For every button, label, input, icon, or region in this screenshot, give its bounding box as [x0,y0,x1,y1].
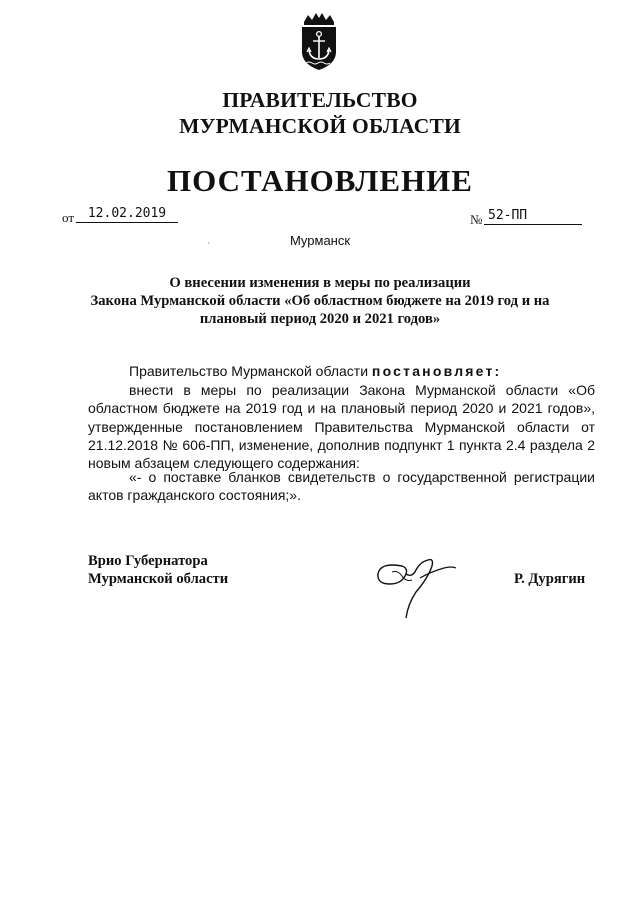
document-title-line3: плановый период 2020 и 2021 годов» [199,311,441,327]
signatory-position-line1: Врио Губернатора [88,553,208,569]
signatory-name: Р. Дурягин [514,571,586,587]
date-prefix: от [62,210,75,225]
document-number: 52-ПП [484,207,582,225]
document-type-heading: ПОСТАНОВЛЕНИЕ [167,163,473,198]
city-name: Мурманск [289,233,351,248]
amendment-text: «- о поставке бланков свидетельств о государственной регистрации актов гражданского состояния;». [88,469,595,504]
resolution-paragraph-1 [88,381,595,472]
resolves-keyword: постановляет: [371,363,502,379]
signatory-position-line2: Мурманской области [88,571,229,587]
document-title-line2: Закона Мурманской области «Об областном бюджете на 2019 год и на [90,293,550,309]
authority-name-line1: ПРАВИТЕЛЬСТВО [222,88,418,112]
coat-of-arms-icon [296,12,342,72]
resolution-preamble [88,362,595,380]
resolution-text: внести в меры по реализации Закона Мурманской области «Об областном бюджете на 2019 год и на плановый период 2020 и 2021 годов», утвержденные постановлением Правительства Мурманской области от 21.12.2018 № 606-ПП, изменение, дополнив подпункт 1 пункта 2.4 раздела 2 новым абзацем следующего содержания: [88,382,595,472]
authority-name-line2: МУРМАНСКОЙ ОБЛАСТИ [179,114,461,138]
preamble-text: Правительство Мурманской области [129,363,372,379]
handwritten-signature [372,548,462,620]
resolution-paragraph-2 [88,468,595,505]
document-date: 12.02.2019 [76,205,178,223]
document-title-line1: О внесении изменения в меры по реализации [169,275,471,291]
number-prefix: № [470,212,483,227]
